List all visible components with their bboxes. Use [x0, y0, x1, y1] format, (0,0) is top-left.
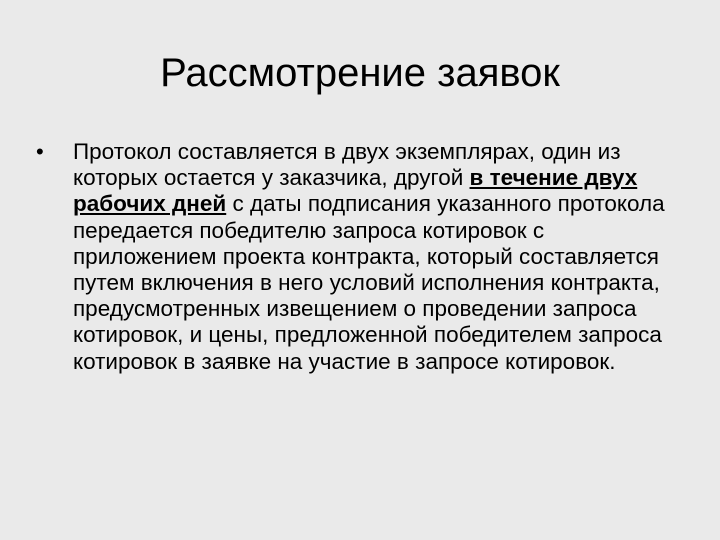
bullet-marker: • — [36, 139, 44, 164]
emphasized-deadline: в течение двух рабочих дней — [73, 165, 638, 217]
bullet-list — [36, 139, 686, 375]
bullet-text-end: с даты подписания указанного протокола передается победителю запроса котировок с приложением проекта контракта, который составляется путем включения в него условий исполнения контракта, предусмотренных извещением о проведении запроса котировок, и цены, предложенной победителем запроса котировок в заявке на участие в запросе котировок. — [73, 191, 665, 374]
slide-title: Рассмотрение заявок — [160, 51, 560, 95]
bullet-text-start: Протокол составляется в двух экземплярах, один из которых остается у заказчика, другой — [73, 139, 621, 191]
bullet-item — [36, 139, 686, 375]
